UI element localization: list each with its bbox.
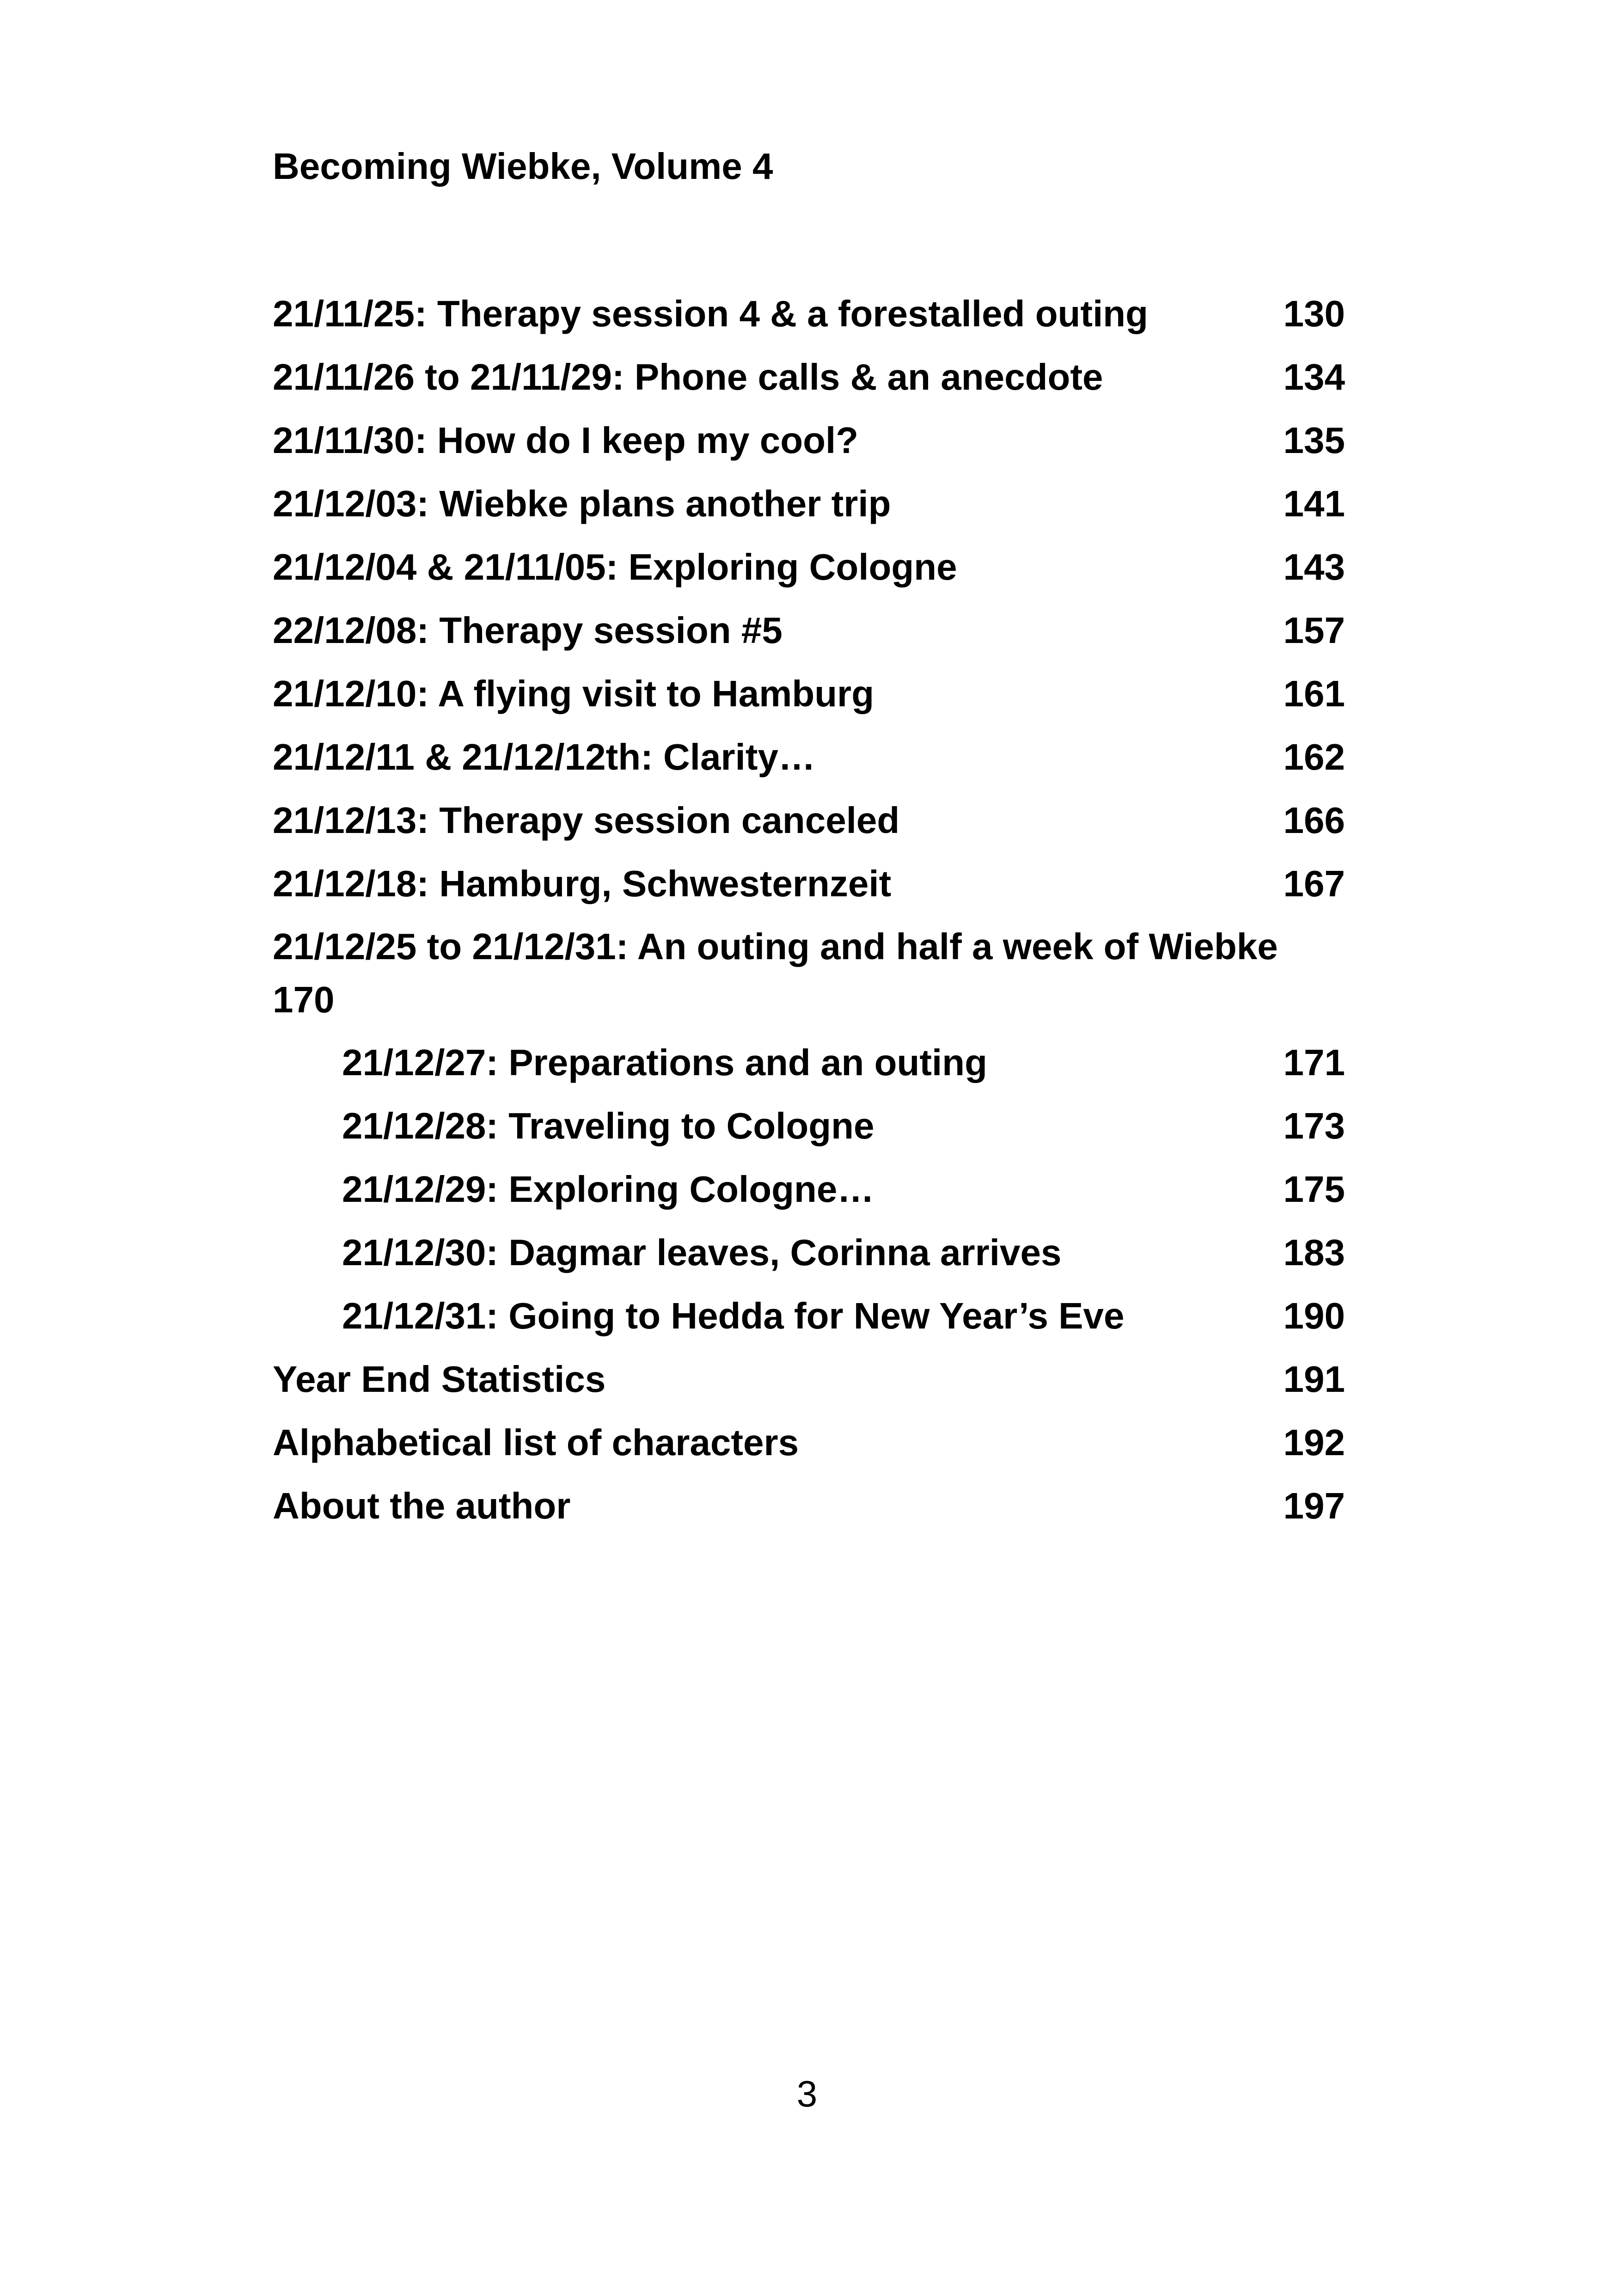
toc-entry (273, 915, 1345, 1031)
table-of-contents (273, 282, 1345, 1537)
toc-entry-label: 21/11/30: How do I keep my cool? (273, 420, 859, 461)
toc-entry-label: 21/11/25: Therapy session 4 & a forestalled outing (273, 293, 1149, 334)
toc-entry-label: About the author (273, 1485, 571, 1526)
document-title: Becoming Wiebke, Volume 4 (273, 146, 773, 187)
toc-entry-page: 141 (1283, 483, 1345, 524)
toc-entry-page: 167 (1283, 863, 1345, 904)
toc-subentry (273, 1031, 1345, 1094)
toc-entry-page: 170 (273, 979, 335, 1020)
toc-subentry (273, 1284, 1345, 1347)
toc-entry-page: 191 (1283, 1359, 1345, 1400)
toc-entry-page: 171 (1283, 1042, 1345, 1083)
toc-entry-label: 21/12/28: Traveling to Cologne (342, 1105, 874, 1146)
toc-entry (273, 1347, 1345, 1411)
toc-entry-page: 134 (1283, 356, 1345, 398)
toc-entry-page: 190 (1283, 1295, 1345, 1336)
toc-entry (273, 409, 1345, 472)
toc-entry-label: 21/11/26 to 21/11/29: Phone calls & an anecdote (273, 356, 1103, 398)
toc-entry-label: 21/12/25 to 21/12/31: An outing and half a week of Wiebke (273, 926, 1278, 967)
toc-entry (273, 725, 1345, 789)
toc-entry-page: 192 (1283, 1422, 1345, 1463)
toc-entry-label: 21/12/30: Dagmar leaves, Corinna arrives (342, 1232, 1062, 1273)
toc-entry-page: 166 (1283, 800, 1345, 841)
toc-entry (273, 1474, 1345, 1537)
toc-entry-label: 21/12/13: Therapy session canceled (273, 800, 900, 841)
toc-entry-page: 143 (1283, 546, 1345, 588)
toc-entry (273, 535, 1345, 599)
toc-entry-page: 183 (1283, 1232, 1345, 1273)
toc-entry (273, 662, 1345, 725)
toc-entry (273, 345, 1345, 409)
page-number: 3 (796, 2073, 818, 2114)
toc-entry-page: 173 (1283, 1105, 1345, 1146)
toc-entry-label: Year End Statistics (273, 1359, 606, 1400)
toc-entry-page: 161 (1283, 673, 1345, 714)
toc-entry-label: 21/12/29: Exploring Cologne… (342, 1169, 874, 1210)
toc-entry-page: 162 (1283, 736, 1345, 778)
toc-entry-page: 157 (1283, 610, 1345, 651)
toc-entry-page: 130 (1283, 293, 1345, 334)
toc-subentry (273, 1157, 1345, 1221)
toc-entry (273, 789, 1345, 852)
toc-entry-label: 21/12/18: Hamburg, Schwesternzeit (273, 863, 892, 904)
toc-entry-wrapped (273, 915, 1345, 1026)
toc-entry (273, 1411, 1345, 1474)
toc-entry-page: 175 (1283, 1169, 1345, 1210)
toc-entry-label: 22/12/08: Therapy session #5 (273, 610, 783, 651)
toc-entry (273, 599, 1345, 662)
toc-entry (273, 472, 1345, 535)
toc-entry-label: 21/12/04 & 21/11/05: Exploring Cologne (273, 546, 957, 588)
toc-entry-page: 135 (1283, 420, 1345, 461)
toc-entry-label: 21/12/31: Going to Hedda for New Year’s Eve (342, 1295, 1125, 1336)
toc-entry-label: 21/12/10: A flying visit to Hamburg (273, 673, 874, 714)
toc-entry-label: 21/12/27: Preparations and an outing (342, 1042, 987, 1083)
toc-entry-label: 21/12/11 & 21/12/12th: Clarity… (273, 736, 815, 778)
toc-entry-page: 197 (1283, 1485, 1345, 1526)
toc-entry-label: Alphabetical list of characters (273, 1422, 799, 1463)
toc-entry-label: 21/12/03: Wiebke plans another trip (273, 483, 891, 524)
toc-entry (273, 282, 1345, 345)
toc-subentry (273, 1221, 1345, 1284)
toc-entry (273, 852, 1345, 915)
toc-subentry (273, 1094, 1345, 1157)
